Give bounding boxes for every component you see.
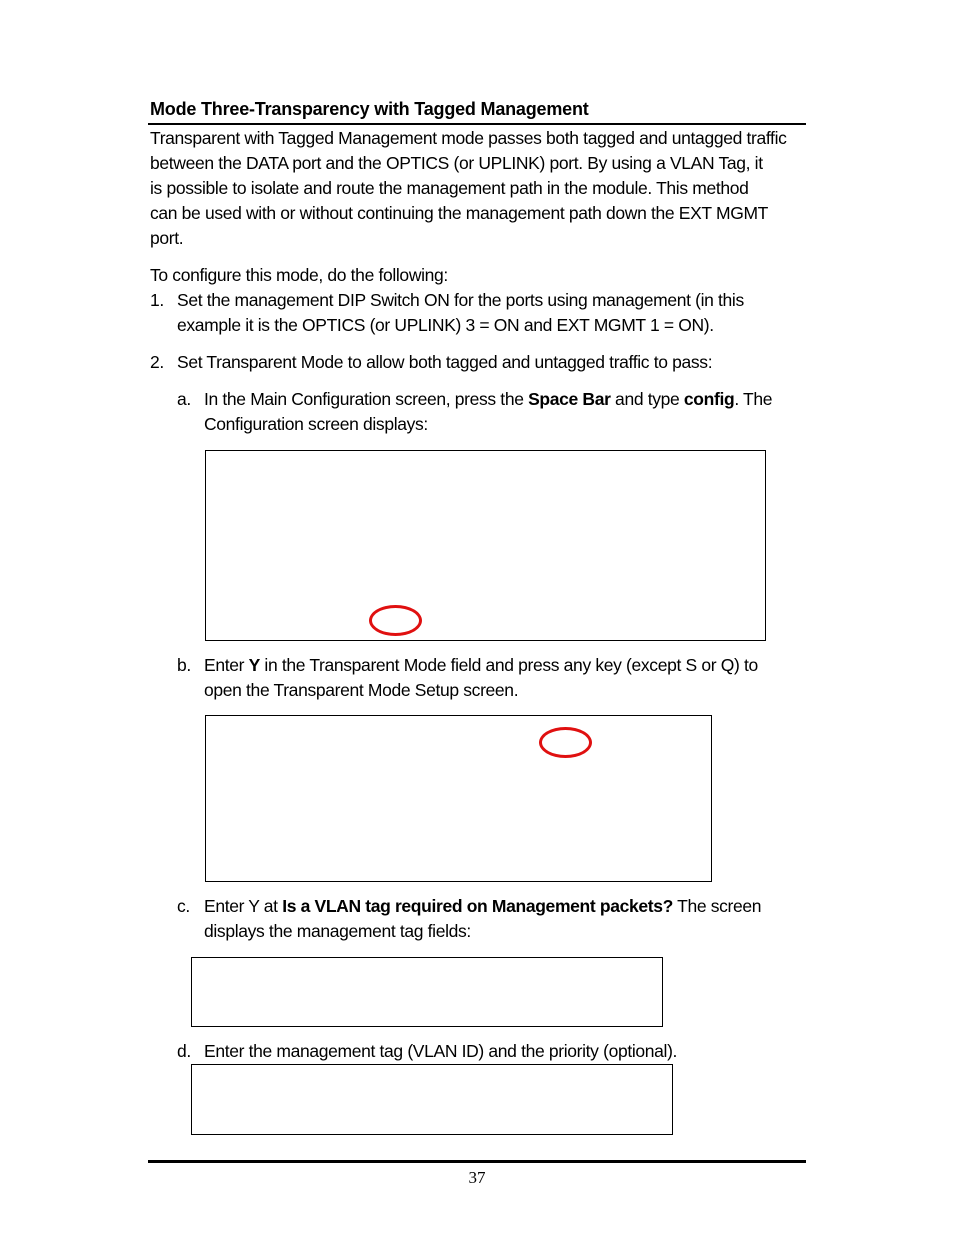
- section-heading: Mode Three-Transparency with Tagged Management: [150, 99, 589, 119]
- step1-number: 1.: [150, 290, 164, 310]
- page-number: 37: [468, 1168, 486, 1187]
- step-b-text: [204, 653, 758, 703]
- step-c-text: [204, 894, 761, 944]
- step-a-text: [204, 387, 772, 437]
- step-c-line: Enter Y at Is a VLAN tag required on Management packets? The screen: [204, 896, 762, 916]
- config-command: config: [683, 389, 735, 409]
- step-b-letter: b.: [177, 655, 191, 675]
- intro-line: port.: [150, 228, 184, 248]
- step1-text: [177, 288, 744, 338]
- management-tag-fields-image: [191, 957, 663, 1027]
- intro-line: Transparent with Tagged Management mode passes both tagged and untagged traffic: [150, 128, 787, 148]
- heading-rule: [148, 123, 806, 125]
- intro-line: can be used with or without continuing the management path down the EXT MGMT: [150, 203, 769, 223]
- highlight-circle: [369, 605, 422, 636]
- step2-text: Set Transparent Mode to allow both tagged and untagged traffic to pass:: [177, 352, 713, 372]
- step-c-letter: c.: [177, 896, 190, 916]
- intro-paragraph: [150, 126, 787, 251]
- step-d-letter: d.: [177, 1041, 191, 1061]
- vlan-question: Is a VLAN tag required on Management packets?: [282, 896, 673, 916]
- step-a-line: Configuration screen displays:: [204, 414, 428, 434]
- footer-rule: [148, 1160, 806, 1163]
- intro-line: is possible to isolate and route the management path in the module. This method: [150, 178, 749, 198]
- configure-intro: To configure this mode, do the following:: [150, 265, 448, 285]
- step-b-line: Enter Y in the Transparent Mode field and press any key (except S or Q) to: [204, 655, 758, 675]
- step-c-line: displays the management tag fields:: [204, 921, 471, 941]
- step1-line: example it is the OPTICS (or UPLINK) 3 = ON and EXT MGMT 1 = ON).: [177, 315, 714, 335]
- step-b-line: open the Transparent Mode Setup screen.: [204, 680, 519, 700]
- step1-line: Set the management DIP Switch ON for the ports using management (in this: [177, 290, 744, 310]
- management-tag-entry-image: [191, 1064, 673, 1135]
- highlight-circle: [539, 727, 592, 758]
- space-bar-key: Space Bar: [528, 389, 611, 409]
- configuration-screen-image: [205, 450, 766, 641]
- y-key: Y: [248, 655, 260, 675]
- intro-line: between the DATA port and the OPTICS (or UPLINK) port. By using a VLAN Tag, it: [150, 153, 763, 173]
- transparent-mode-setup-screen-image: [205, 715, 712, 882]
- step2-number: 2.: [150, 352, 164, 372]
- step-a-line: In the Main Configuration screen, press the Space Bar and type config. The: [204, 389, 773, 409]
- step-d-text: Enter the management tag (VLAN ID) and the priority (optional).: [204, 1041, 678, 1061]
- step-a-letter: a.: [177, 389, 191, 409]
